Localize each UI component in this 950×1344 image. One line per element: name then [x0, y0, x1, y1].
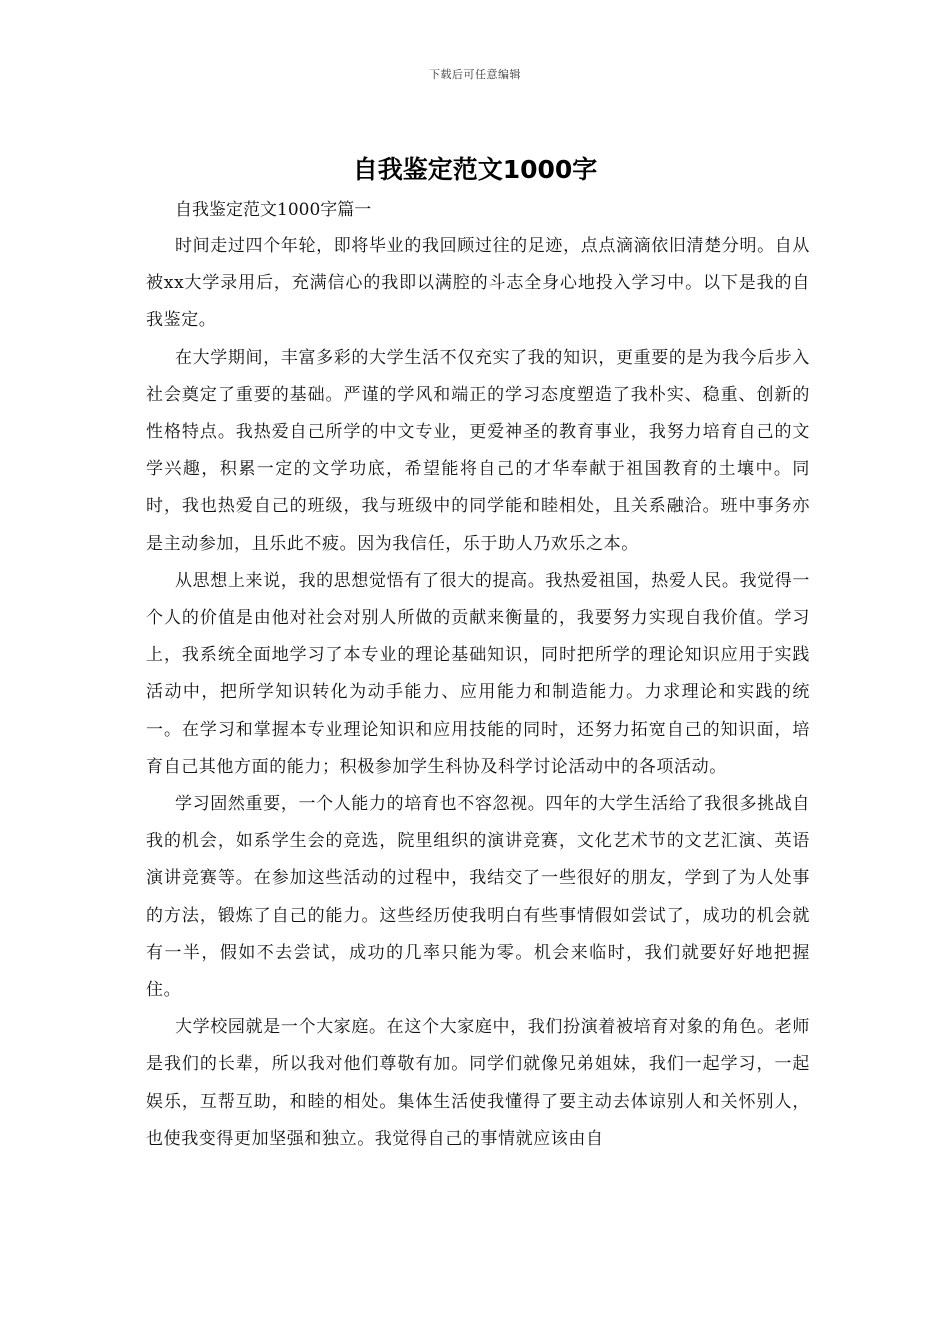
- paragraph-1: 时间走过四个年轮，即将毕业的我回顾过往的足迹，点点滴滴依旧清楚分明。自从被xx大学录用后，充满信心的我即以满腔的斗志全身心地投入学习中。以下是我的自我鉴定。: [146, 236, 810, 331]
- paragraph-4: 学习固然重要，一个人能力的培育也不容忽视。四年的大学生活给了我很多挑战自我的机会，如系学生会的竞选，院里组织的演讲竞赛，文化艺术节的文艺汇演、英语演讲竞赛等。在参加这些活动的过程中，我结交了一些很好的朋友，学到了为人处事的方法，锻炼了自己的能力。这些经历使我明白有些事情假如尝试了，成功的机会就有一半，假如不去尝试，成功的几率只能为零。机会来临时，我们就要好好地把握住。: [146, 794, 810, 1001]
- header-note: 下载后可任意编辑: [429, 68, 521, 81]
- paragraph-3: 从思想上来说，我的思想觉悟有了很大的提高。我热爱祖国，热爱人民。我觉得一个人的价值是由他对社会对别人所做的贡献来衡量的，我要努力实现自我价值。学习上，我系统全面地学习了本专业的理论基础知识，同时把所学的理论知识应用于实践活动中，把所学知识转化为动手能力、应用能力和制造能力。力求理论和实践的统一。在学习和掌握本专业理论知识和应用技能的同时，还努力拓宽自己的知识面，培育自己其他方面的能力；积极参加学生科协及科学讨论活动中的各项活动。: [146, 570, 810, 777]
- paragraph-5: 大学校园就是一个大家庭。在这个大家庭中，我们扮演着被培育对象的角色。老师是我们的长辈，所以我对他们尊敬有加。同学们就像兄弟姐妹，我们一起学习，一起娱乐，互帮互助，和睦的相处。集体生活使我懂得了要主动去体谅别人和关怀别人，也使我变得更加坚强和独立。我觉得自己的事情就应该由自: [146, 1017, 810, 1149]
- document-title: 自我鉴定范文1000字: [352, 155, 598, 184]
- paragraph-2: 在大学期间，丰富多彩的大学生活不仅充实了我的知识，更重要的是为我今后步入社会奠定了重要的基础。严谨的学风和端正的学习态度塑造了我朴实、稳重、创新的性格特点。我热爱自己所学的中文专业，更爱神圣的教育事业，我努力培育自己的文学兴趣，积累一定的文学功底，希望能将自己的才华奉献于祖国教育的土壤中。同时，我也热爱自己的班级，我与班级中的同学能和睦相处，且关系融洽。班中事务亦是主动参加，且乐此不疲。因为我信任，乐于助人乃欢乐之本。: [146, 347, 810, 554]
- section-subtitle: 自我鉴定范文1000字篇一: [175, 200, 372, 220]
- document-body: [146, 196, 810, 1158]
